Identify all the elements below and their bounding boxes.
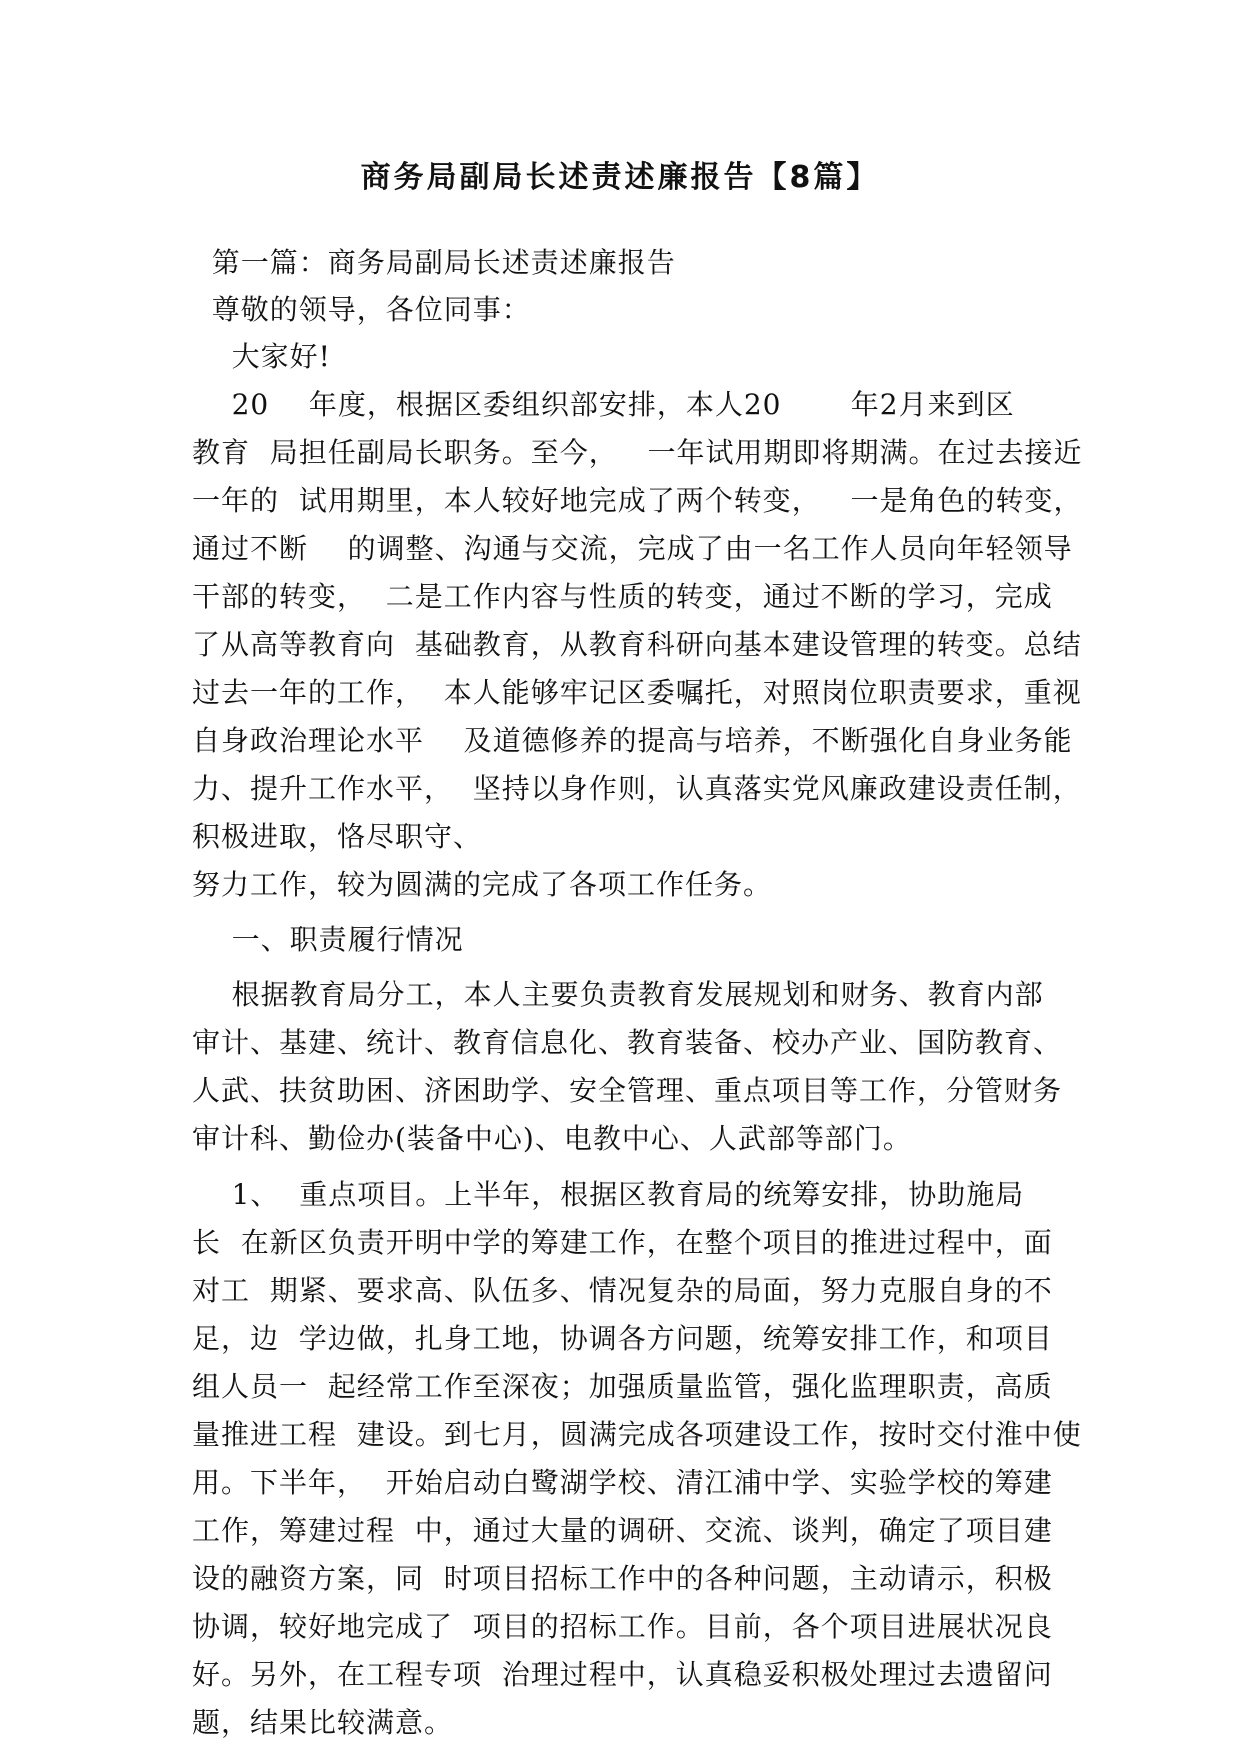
text-line: 努力工作，较为圆满的完成了各项工作任务。 (192, 868, 773, 901)
text-line: 好。另外，在工程专项 治理过程中，认真稳妥积极处理过去遗留问 (192, 1658, 1053, 1691)
text-line: 积极进取，恪尽职守、 (192, 820, 483, 853)
text-line: 根据教育局分工，本人主要负责教育发展规划和财务、教育内部 (192, 978, 1044, 1011)
text-line: 协调，较好地完成了 项目的招标工作。目前，各个项目进展状况良 (192, 1610, 1053, 1643)
text-line: 用。下半年， 开始启动白鹭湖学校、清江浦中学、实验学校的筹建 (192, 1466, 1053, 1499)
text-line: 20 年度，根据区委组织部安排，本人20 年2月来到区 (192, 388, 1015, 421)
text-line: 审计科、勤俭办(装备中心)、电教中心、人武部等部门。 (192, 1122, 912, 1155)
text-line: 对工 期紧、要求高、队伍多、情况复杂的局面，努力克服自身的不 (192, 1274, 1053, 1307)
text-line: 审计、基建、统计、教育信息化、教育装备、校办产业、国防教育、 (192, 1026, 1063, 1059)
text-line: 工作，筹建过程 中，通过大量的调研、交流、谈判，确定了项目建 (192, 1514, 1053, 1547)
text-line: 长 在新区负责开明中学的筹建工作，在整个项目的推进过程中，面 (192, 1226, 1053, 1259)
text-line: 干部的转变， 二是工作内容与性质的转变，通过不断的学习，完成 (192, 580, 1053, 613)
section-heading: 一、职责履行情况 (192, 923, 464, 956)
text-line: 第一篇：商务局副局长述责述廉报告 (192, 246, 676, 279)
text-line: 一年的 试用期里，本人较好地完成了两个转变， 一是角色的转变， (192, 484, 1083, 517)
text-line: 组人员一 起经常工作至深夜；加强质量监管，强化监理职责，高质 (192, 1370, 1053, 1403)
document-title: 商务局副局长述责述廉报告【8篇】 (360, 160, 880, 195)
text-line: 自身政治理论水平 及道德修养的提高与培养，不断强化自身业务能 (192, 724, 1073, 757)
text-line: 了从高等教育向 基础教育，从教育科研向基本建设管理的转变。总结 (192, 628, 1082, 661)
text-line: 量推进工程 建设。到七月，圆满完成各项建设工作，按时交付淮中使 (192, 1418, 1082, 1451)
text-line: 过去一年的工作， 本人能够牢记区委嘱托，对照岗位职责要求，重视 (192, 676, 1082, 709)
text-line: 教育 局担任副局长职务。至今， 一年试用期即将期满。在过去接近 (192, 436, 1083, 469)
text-line: 题，结果比较满意。 (192, 1706, 454, 1739)
text-line: 设的融资方案，同 时项目招标工作中的各种问题，主动请示，积极 (192, 1562, 1053, 1595)
text-line: 人武、扶贫助困、济困助学、安全管理、重点项目等工作，分管财务 (192, 1074, 1063, 1107)
text-line: 通过不断 的调整、沟通与交流，完成了由一名工作人员向年轻领导 (192, 532, 1073, 565)
text-line: 力、提升工作水平， 坚持以身作则，认真落实党风廉政建设责任制， (192, 772, 1082, 805)
text-line: 1、 重点项目。上半年，根据区教育局的统筹安排，协助施局 (192, 1178, 1025, 1211)
text-line: 尊敬的领导，各位同事： (192, 293, 531, 326)
text-line: 大家好! (192, 340, 331, 373)
text-line: 足，边 学边做，扎身工地，协调各方问题，统筹安排工作，和项目 (192, 1322, 1053, 1355)
